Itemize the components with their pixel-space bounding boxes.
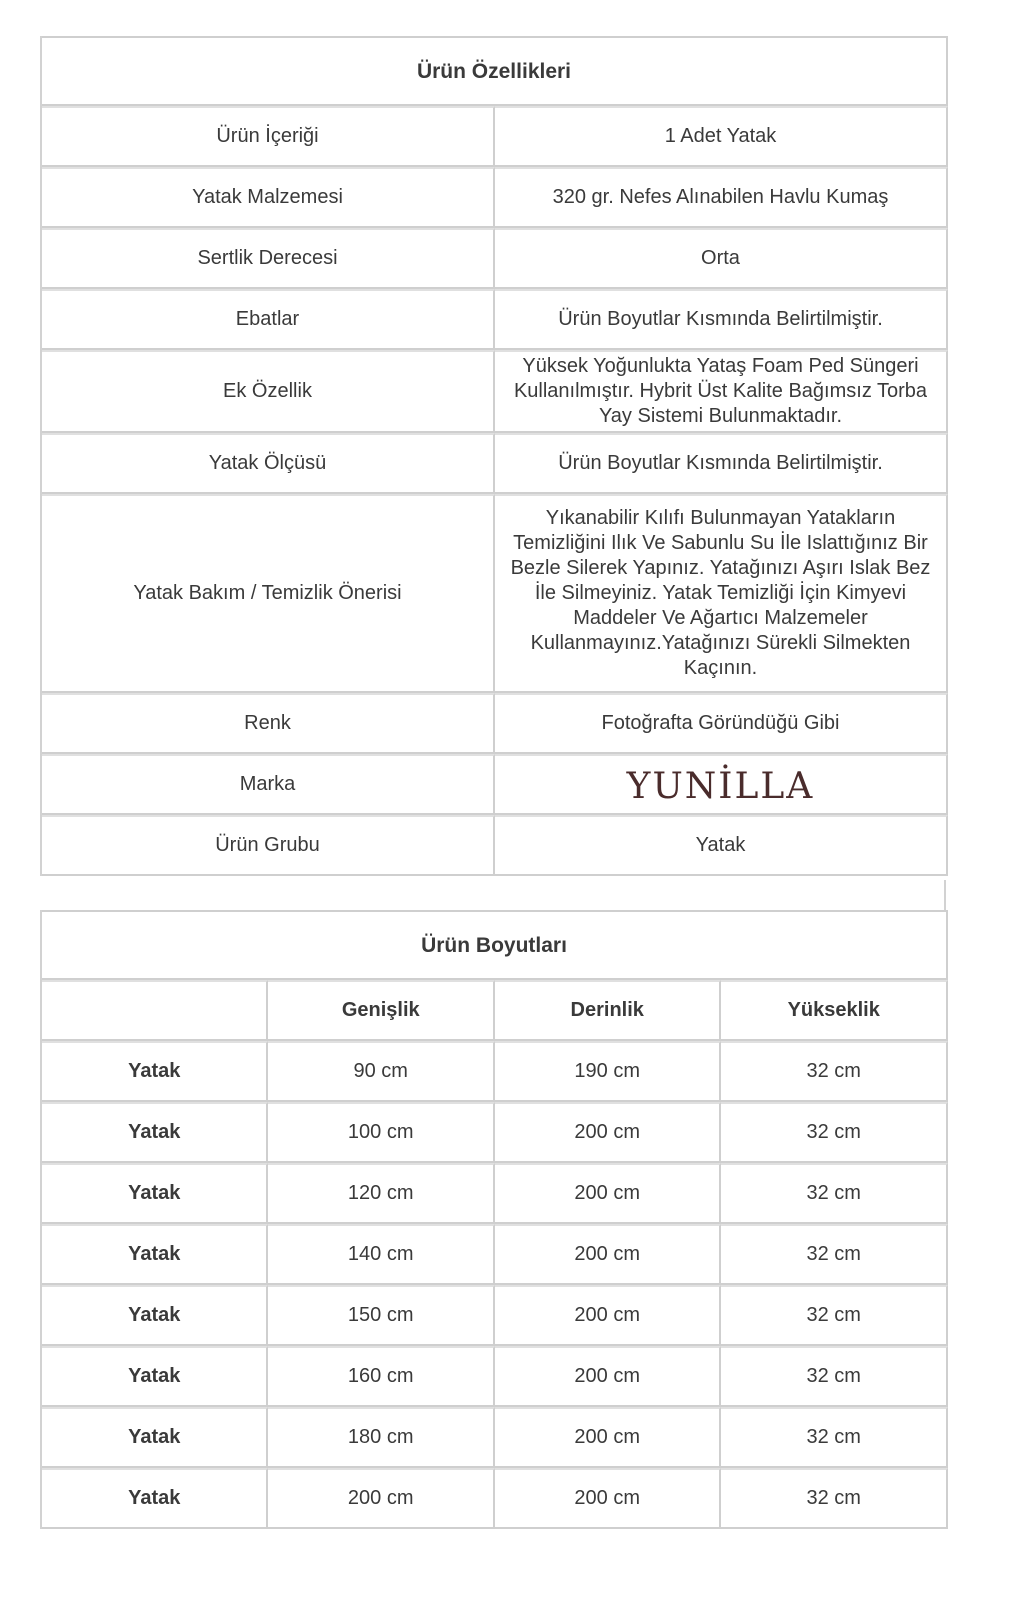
depth-cell: 200 cm — [495, 1346, 721, 1407]
feature-label: Ek Özellik — [42, 350, 495, 433]
row-label: Yatak — [42, 1468, 268, 1529]
table-row — [42, 1163, 948, 1224]
depth-cell: 200 cm — [495, 1285, 721, 1346]
feature-value: Fotoğrafta Göründüğü Gibi — [495, 693, 948, 754]
feature-value-line: Bezle Silerek Yapınız. Yatağınızı Aşırı Islak Bez — [510, 557, 931, 579]
features-title: Ürün Özellikleri — [42, 36, 948, 106]
depth-cell: 190 cm — [495, 1041, 721, 1102]
depth-cell: 200 cm — [495, 1224, 721, 1285]
height-cell: 32 cm — [721, 1163, 948, 1224]
width-cell: 100 cm — [268, 1102, 494, 1163]
depth-cell: 200 cm — [495, 1163, 721, 1224]
row-label: Yatak — [42, 1224, 268, 1285]
depth-cell: 200 cm — [495, 1407, 721, 1468]
feature-value: Ürün Boyutlar Kısmında Belirtilmiştir. — [495, 289, 948, 350]
table-row — [42, 1102, 948, 1163]
table-row — [42, 289, 948, 350]
feature-label: Sertlik Derecesi — [42, 228, 495, 289]
width-cell: 160 cm — [268, 1346, 494, 1407]
row-label: Yatak — [42, 1163, 268, 1224]
brand-logo-cell — [495, 754, 948, 815]
height-cell: 32 cm — [721, 1407, 948, 1468]
brand-logo: YUNİLLA — [626, 765, 815, 807]
width-cell: 140 cm — [268, 1224, 494, 1285]
feature-value: Orta — [495, 228, 948, 289]
height-cell: 32 cm — [721, 1102, 948, 1163]
product-features-table — [40, 36, 948, 876]
width-cell: 120 cm — [268, 1163, 494, 1224]
dimensions-title-row — [42, 910, 948, 980]
table-row — [42, 228, 948, 289]
feature-value: 1 Adet Yatak — [495, 106, 948, 167]
table-row — [42, 1346, 948, 1407]
table-row — [42, 494, 948, 693]
row-label: Yatak — [42, 1102, 268, 1163]
feature-label: Renk — [42, 693, 495, 754]
feature-label: Yatak Bakım / Temizlik Önerisi — [42, 494, 495, 693]
column-header-height: Yükseklik — [721, 980, 948, 1041]
product-dimensions-table — [40, 910, 948, 1529]
feature-label: Ürün Grubu — [42, 815, 495, 876]
depth-cell: 200 cm — [495, 1468, 721, 1529]
row-label: Yatak — [42, 1346, 268, 1407]
width-cell: 200 cm — [268, 1468, 494, 1529]
feature-value-line: Temizliğini Ilık Ve Sabunlu Su İle Islattığınız Bir — [513, 532, 928, 554]
table-row — [42, 1407, 948, 1468]
feature-value-multiline — [495, 494, 948, 693]
depth-cell: 200 cm — [495, 1102, 721, 1163]
column-header-width: Genişlik — [268, 980, 494, 1041]
column-header-empty — [42, 980, 268, 1041]
feature-value: 320 gr. Nefes Alınabilen Havlu Kumaş — [495, 167, 948, 228]
feature-value-multiline — [495, 350, 948, 433]
width-cell: 150 cm — [268, 1285, 494, 1346]
row-label: Yatak — [42, 1041, 268, 1102]
feature-label: Ebatlar — [42, 289, 495, 350]
table-row — [42, 693, 948, 754]
feature-value: Ürün Boyutlar Kısmında Belirtilmiştir. — [495, 433, 948, 494]
feature-label: Yatak Malzemesi — [42, 167, 495, 228]
feature-label: Marka — [42, 754, 495, 815]
feature-value: Yatak — [495, 815, 948, 876]
column-header-depth: Derinlik — [495, 980, 721, 1041]
feature-value-line: Kullanmayınız.Yatağınızı Sürekli Silmekten — [530, 632, 911, 654]
feature-label: Yatak Ölçüsü — [42, 433, 495, 494]
table-row — [42, 1285, 948, 1346]
height-cell: 32 cm — [721, 1224, 948, 1285]
width-cell: 90 cm — [268, 1041, 494, 1102]
table-row — [42, 433, 948, 494]
feature-value-line: Yay Sistemi Bulunmaktadır. — [598, 405, 843, 427]
feature-value-line: Yıkanabilir Kılıfı Bulunmayan Yatakların — [545, 507, 896, 529]
row-label: Yatak — [42, 1285, 268, 1346]
divider — [944, 880, 946, 912]
height-cell: 32 cm — [721, 1041, 948, 1102]
features-title-row — [42, 36, 948, 106]
table-row — [42, 815, 948, 876]
dimensions-header-row — [42, 980, 948, 1041]
feature-value-line: Kaçının. — [683, 657, 758, 679]
row-label: Yatak — [42, 1407, 268, 1468]
feature-value-line: Kullanılmıştır. Hybrit Üst Kalite Bağımsız Torba — [513, 380, 928, 402]
height-cell: 32 cm — [721, 1468, 948, 1529]
height-cell: 32 cm — [721, 1346, 948, 1407]
feature-label: Ürün İçeriği — [42, 106, 495, 167]
feature-value-line: Yüksek Yoğunlukta Yataş Foam Ped Süngeri — [522, 355, 919, 377]
table-row — [42, 1468, 948, 1529]
table-row — [42, 1224, 948, 1285]
table-row — [42, 106, 948, 167]
table-row — [42, 350, 948, 433]
height-cell: 32 cm — [721, 1285, 948, 1346]
table-row — [42, 1041, 948, 1102]
table-row — [42, 167, 948, 228]
width-cell: 180 cm — [268, 1407, 494, 1468]
feature-value-line: İle Silmeyiniz. Yatak Temizliği İçin Kimyevi — [534, 582, 907, 604]
feature-value-line: Maddeler Ve Ağartıcı Malzemeler — [573, 607, 868, 629]
dimensions-title: Ürün Boyutları — [42, 910, 948, 980]
table-row — [42, 754, 948, 815]
